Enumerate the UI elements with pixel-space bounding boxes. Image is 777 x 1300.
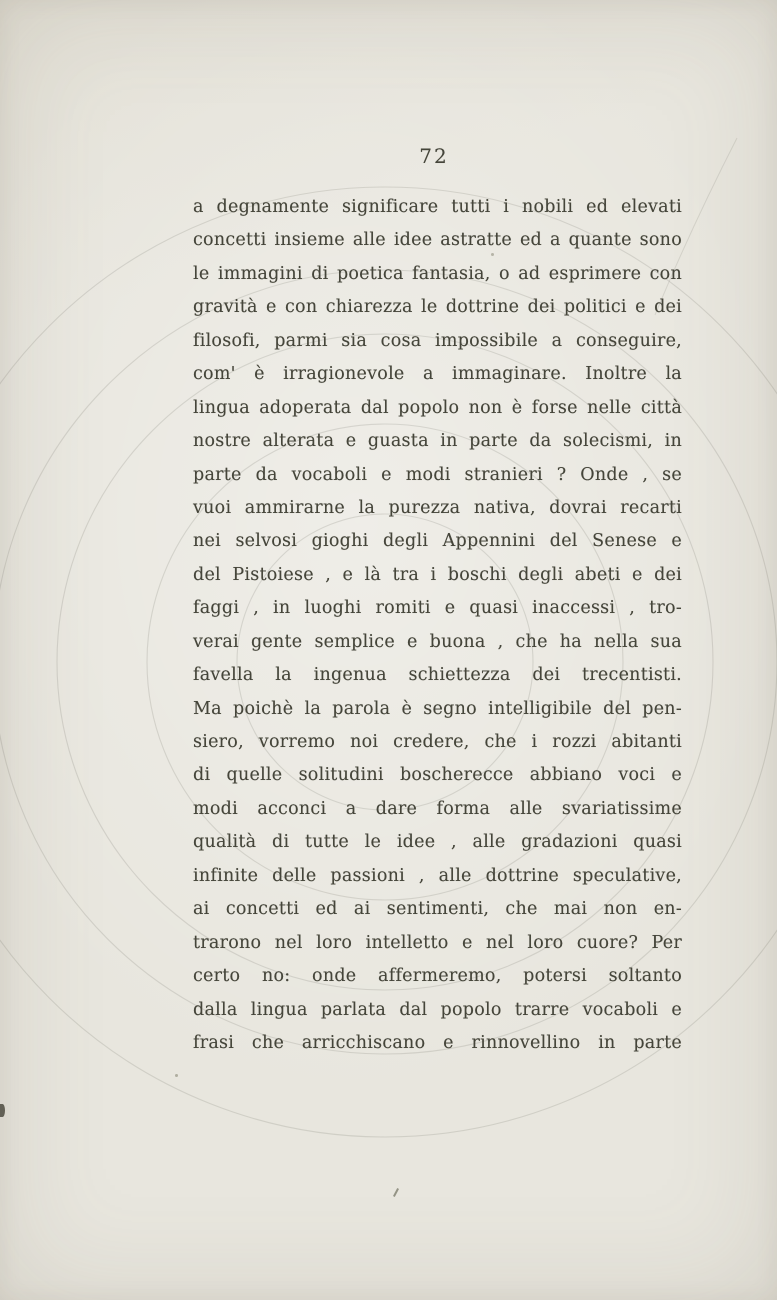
text-line: parte da vocaboli e modi stranieri ? Onde , se [193, 464, 682, 485]
text-line: infinite delle passioni , alle dottrine speculative, [193, 865, 682, 886]
text-line: certo no: onde affermeremo, potersi soltanto [193, 966, 682, 987]
text-line: frasi che arricchiscano e rinnovellino in parte [193, 1032, 682, 1053]
text-line: ai concetti ed ai sentimenti, che mai non en- [193, 899, 682, 920]
text-line: nei selvosi gioghi degli Appennini del Senese e [193, 531, 682, 552]
text-line: verai gente semplice e buona , che ha nella sua [193, 631, 682, 652]
ink-mark-left-edge [0, 1104, 5, 1117]
text-line: lingua adoperata dal popolo non è forse nelle città [193, 397, 682, 418]
text-line: a degnamente significare tutti i nobili ed elevati [193, 197, 682, 217]
text-line: favella la ingenua schiettezza dei trecentisti. [193, 665, 682, 686]
paper-speck [175, 1074, 178, 1077]
text-line: siero, vorremo noi credere, che i rozzi abitanti [193, 732, 682, 752]
text-line: faggi , in luoghi romiti e quasi inaccessi , tro- [193, 598, 682, 619]
text-line: le immagini di poetica fantasia, o ad esprimere con [193, 263, 682, 284]
text-line: del Pistoiese , e là tra i boschi degli abeti e dei [193, 564, 682, 585]
text-line: trarono nel loro intelletto e nel loro cuore? Per [193, 932, 682, 953]
text-line: concetti insieme alle idee astratte ed a quante sono [193, 230, 682, 251]
text-block [193, 191, 682, 1060]
text-line: filosofi, parmi sia cosa impossibile a conseguire, [193, 330, 682, 351]
text-line: dalla lingua parlata dal popolo trarre vocaboli e [193, 999, 682, 1020]
text-line: qualità di tutte le idee , alle gradazioni quasi [193, 832, 682, 853]
text-line: com' è irragionevole a immaginare. Inoltre la [193, 364, 682, 385]
text-line: modi acconci a dare forma alle svariatissime [193, 798, 682, 819]
text-line: di quelle solitudini boscherecce abbiano voci e [193, 765, 682, 786]
text-line: nostre alterata e guasta in parte da solecismi, in [193, 431, 682, 452]
text-line: gravità e con chiarezza le dottrine dei politici e dei [193, 297, 682, 318]
text-line: Ma poichè la parola è segno intelligibile del pen- [193, 698, 682, 719]
text-line: vuoi ammirarne la purezza nativa, dovrai recarti [193, 497, 682, 518]
page-number: 72 [419, 144, 449, 168]
small-scratch-mark [393, 1188, 399, 1197]
